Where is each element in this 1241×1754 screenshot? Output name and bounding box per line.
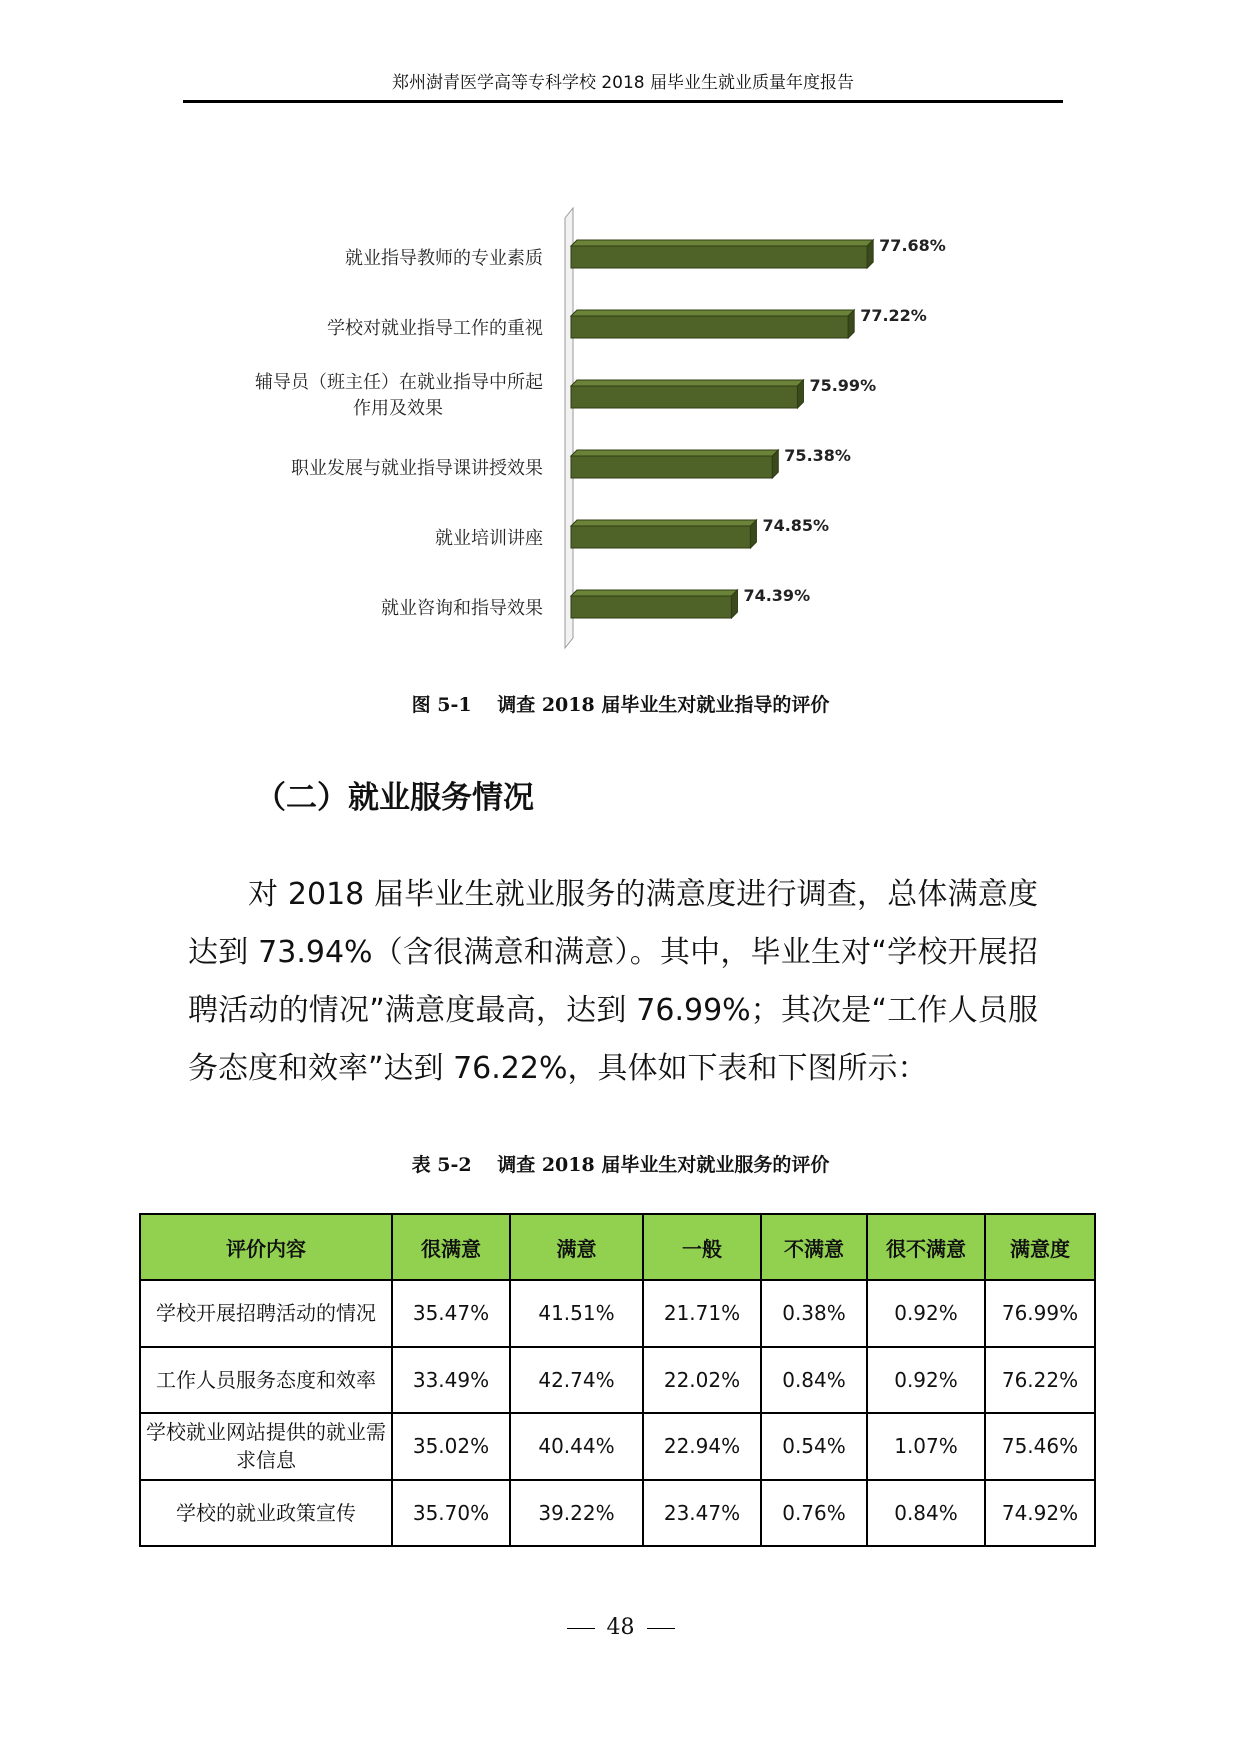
- page-header: [183, 70, 1063, 103]
- table-header-cell: 很满意: [392, 1214, 510, 1280]
- chart-bar: [571, 596, 731, 618]
- table-header-cell: 满意: [510, 1214, 643, 1280]
- table-cell: 0.38%: [761, 1280, 867, 1347]
- chart-value-label: 77.68%: [879, 236, 946, 255]
- table-cell: 1.07%: [867, 1413, 985, 1480]
- chart-bar-top: [571, 310, 854, 316]
- chart-bar: [571, 316, 848, 338]
- table-cell: 23.47%: [643, 1480, 761, 1547]
- chart-value-label: 74.85%: [762, 516, 830, 535]
- chart-value-label: 77.22%: [860, 306, 927, 325]
- table-row: [140, 1413, 1095, 1480]
- table-cell-item: 工作人员服务态度和效率: [140, 1347, 392, 1414]
- chart-category-label: 职业发展与就业指导课讲授效果: [291, 458, 543, 479]
- table-cell: 0.92%: [867, 1347, 985, 1414]
- table-row: [140, 1480, 1095, 1547]
- chart-bar-top: [571, 450, 778, 456]
- table-cell: 21.71%: [643, 1280, 761, 1347]
- table-header-cell: 满意度: [985, 1214, 1095, 1280]
- table-cell: 0.84%: [867, 1480, 985, 1547]
- table-cell: 75.46%: [985, 1413, 1095, 1480]
- chart-svg: [183, 200, 1063, 660]
- table-cell: 35.02%: [392, 1413, 510, 1480]
- table-cell: 41.51%: [510, 1280, 643, 1347]
- table-header-cell: 不满意: [761, 1214, 867, 1280]
- chart-value-label: 74.39%: [743, 586, 811, 605]
- chart-bar-top: [571, 380, 803, 386]
- chart-axis-wall: [565, 208, 573, 648]
- chart-value-label: 75.38%: [784, 446, 851, 465]
- table-cell: 76.99%: [985, 1280, 1095, 1347]
- chart-bar: [571, 456, 772, 478]
- chart-category-label: 作用及效果: [353, 398, 443, 419]
- table-cell: 35.47%: [392, 1280, 510, 1347]
- table-cell-item: 学校就业网站提供的就业需求信息: [140, 1413, 392, 1480]
- table-cell: 0.54%: [761, 1413, 867, 1480]
- page-footer: [0, 1615, 1241, 1640]
- table-row: [140, 1280, 1095, 1347]
- table-header-cell: 很不满意: [867, 1214, 985, 1280]
- figure-caption: 图 5-1 调查 2018 届毕业生对就业指导的评价: [411, 694, 830, 716]
- table-header-cell: 一般: [643, 1214, 761, 1280]
- chart-bar: [571, 526, 750, 548]
- body-paragraph: 对 2018 届毕业生就业服务的满意度进行调查，总体满意度达到 73.94%（含很满意和满意）。其中，毕业生对“学校开展招聘活动的情况”满意度最高，达到 76.99%；其次是“工作人员服务态度和效率”达到 76.22%，具体如下表和下图所示：: [188, 877, 1038, 1086]
- table-header-cell: 评价内容: [140, 1214, 392, 1280]
- chart-category-label: 学校对就业指导工作的重视: [327, 318, 543, 339]
- footer-dash-right: [647, 1628, 675, 1629]
- report-title: 郑州澍青医学高等专科学校 2018 届毕业生就业质量年度报告: [391, 73, 855, 93]
- chart-bar-top: [571, 590, 737, 596]
- chart-bar: [571, 386, 797, 408]
- section-heading: （二）就业服务情况: [255, 780, 534, 816]
- service-evaluation-table: [139, 1213, 1096, 1547]
- chart-category-label: 就业指导教师的专业素质: [345, 248, 543, 269]
- chart-value-label: 75.99%: [809, 376, 877, 395]
- table-cell: 33.49%: [392, 1347, 510, 1414]
- table-cell: 35.70%: [392, 1480, 510, 1547]
- chart-bar-top: [571, 520, 756, 526]
- table-cell: 0.76%: [761, 1480, 867, 1547]
- chart-category-label: 辅导员（班主任）在就业指导中所起: [255, 372, 543, 393]
- chart-category-label: 就业咨询和指导效果: [381, 598, 543, 619]
- table-header-row: [140, 1214, 1095, 1280]
- table-caption: 表 5-2 调查 2018 届毕业生对就业服务的评价: [411, 1154, 830, 1176]
- table-cell: 76.22%: [985, 1347, 1095, 1414]
- chart-bar-top: [571, 240, 873, 246]
- table-cell: 22.94%: [643, 1413, 761, 1480]
- table-cell: 74.92%: [985, 1480, 1095, 1547]
- table-cell: 0.92%: [867, 1280, 985, 1347]
- table-cell-item: 学校的就业政策宣传: [140, 1480, 392, 1547]
- table-cell: 42.74%: [510, 1347, 643, 1414]
- employment-guidance-chart: [183, 200, 1063, 660]
- table-cell: 22.02%: [643, 1347, 761, 1414]
- footer-dash-left: [567, 1628, 595, 1629]
- page-number: 48: [606, 1615, 635, 1640]
- chart-category-label: 就业培训讲座: [435, 528, 543, 549]
- table-cell: 0.84%: [761, 1347, 867, 1414]
- chart-bar: [571, 246, 867, 268]
- table-cell-item: 学校开展招聘活动的情况: [140, 1280, 392, 1347]
- table-row: [140, 1347, 1095, 1414]
- table-cell: 39.22%: [510, 1480, 643, 1547]
- table-cell: 40.44%: [510, 1413, 643, 1480]
